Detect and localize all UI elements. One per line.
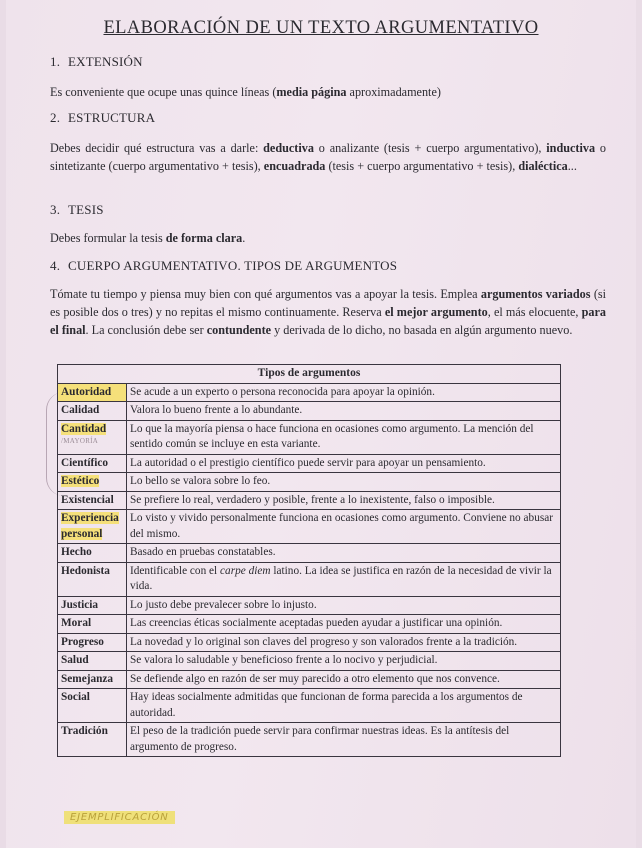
argument-description: [127, 562, 561, 596]
argument-description: Basado en pruebas constatables.: [127, 544, 561, 563]
argument-type: Estético: [61, 475, 100, 487]
section-heading-structure: [50, 110, 155, 126]
text-run: . La conclusión debe ser: [85, 323, 207, 337]
section-number: 3.: [50, 202, 61, 217]
section-title: ESTRUCTURA: [68, 110, 156, 125]
table-row: [58, 383, 561, 402]
argument-type: Tradición: [58, 723, 127, 757]
extension-paragraph: [50, 83, 606, 101]
argument-description: Lo visto y vivido personalmente funciona en ocasiones como argumento. Conviene no abusar del mismo.: [127, 510, 561, 544]
text-run: aproximadamente): [346, 85, 441, 99]
table-row: [58, 544, 561, 563]
argument-description: Lo justo debe prevalecer sobre lo injusto.: [127, 596, 561, 615]
argument-description: La autoridad o el prestigio científico puede servir para apoyar un pensamiento.: [127, 454, 561, 473]
italic-run: carpe diem: [220, 564, 271, 577]
argument-description: Valora lo bueno frente a lo abundante.: [127, 402, 561, 421]
bold-run: de forma clara: [165, 231, 243, 245]
argument-type: Cantidad: [61, 422, 107, 435]
argument-type: Moral: [58, 615, 127, 634]
bold-run: encuadrada: [263, 159, 326, 173]
argument-description: Lo que la mayoría piensa o hace funciona en ocasiones como argumento. La mención del sentido común se incluye en esta variante.: [127, 420, 561, 454]
argument-description: Se defiende algo en razón de ser muy parecido a otro elemento que nos convence.: [127, 670, 561, 689]
argument-description: Se acude a un experto o persona reconocida para apoyar la opinión.: [127, 383, 561, 402]
argument-description: Se valora lo saludable y beneficioso frente a lo nocivo y perjudicial.: [127, 652, 561, 671]
argument-description: Las creencias éticas socialmente aceptadas pueden ayudar a justificar una opinión.: [127, 615, 561, 634]
text-run: Identificable con el: [130, 564, 221, 577]
text-run: ...: [567, 159, 577, 173]
bold-run: el mejor argumento: [384, 305, 488, 319]
table-row: [58, 723, 561, 757]
table-row: [58, 562, 561, 596]
argument-type: Progreso: [58, 633, 127, 652]
argument-description: El peso de la tradición puede servir para confirmar nuestras ideas. Es la antítesis del argumento de progreso.: [127, 723, 561, 757]
section-number: 4.: [50, 258, 61, 273]
bold-run: inductiva: [546, 141, 596, 155]
handwritten-highlight-note: EJEMPLIFICACIÓN: [64, 811, 175, 824]
argument-types-table: [57, 364, 561, 757]
argument-type: Calidad: [58, 402, 127, 421]
text-run: .: [242, 231, 246, 245]
section-title: EXTENSIÓN: [68, 54, 143, 69]
bold-run: deductiva: [263, 141, 314, 155]
argument-description: Se prefiere lo real, verdadero y posible, frente a lo inexistente, falso o imposible.: [127, 491, 561, 510]
table-row: [58, 420, 561, 454]
structure-paragraph: [50, 139, 606, 175]
argument-type: Autoridad: [58, 383, 127, 402]
table-row: [58, 615, 561, 634]
text-run: o sintetizante (cuerpo argumentativo + tesis),: [50, 141, 606, 173]
table-row: [58, 491, 561, 510]
text-run: Debes formular la tesis: [50, 231, 166, 245]
section-title: TESIS: [68, 202, 104, 217]
table-row: [58, 510, 561, 544]
argument-type: Salud: [58, 652, 127, 671]
text-run: o analizante (tesis + cuerpo argumentativo),: [313, 141, 547, 155]
table-row: [58, 670, 561, 689]
section-heading-body: [50, 258, 397, 274]
document-title: ELABORACIÓN DE UN TEXTO ARGUMENTATIVO: [103, 18, 539, 38]
section-heading-thesis: [50, 202, 104, 218]
argument-description: Lo bello se valora sobre lo feo.: [127, 473, 561, 492]
argument-type: Existencial: [58, 491, 127, 510]
argument-type: Justicia: [58, 596, 127, 615]
bold-run: argumentos variados: [480, 287, 591, 301]
bold-run: media página: [276, 85, 347, 99]
table-row: [58, 473, 561, 492]
text-run: Debes decidir qué estructura vas a darle:: [50, 141, 264, 155]
text-run: (tesis + cuerpo argumentativo + tesis),: [325, 159, 519, 173]
argument-type: Científico: [58, 454, 127, 473]
argument-type-cell: [58, 473, 127, 492]
table-header: Tipos de argumentos: [58, 365, 561, 384]
section-heading-extension: [50, 54, 143, 70]
pencil-note: /MAYORÍA: [61, 437, 99, 445]
section-number: 1.: [50, 54, 61, 69]
table-row: [58, 596, 561, 615]
argument-type-cell: [58, 420, 127, 454]
text-run: Tómate tu tiempo y piensa muy bien con qué argumentos vas a apoyar la tesis. Emplea: [50, 287, 481, 301]
table-row: [58, 652, 561, 671]
table-row: [58, 454, 561, 473]
argument-type: Hedonista: [58, 562, 127, 596]
argument-description: La novedad y lo original son claves del progreso y son valorados frente a la tradición.: [127, 633, 561, 652]
body-paragraph: [50, 285, 606, 339]
section-title: CUERPO ARGUMENTATIVO. TIPOS DE ARGUMENTOS: [68, 258, 398, 273]
bold-run: dialéctica: [518, 159, 568, 173]
argument-description: Hay ideas socialmente admitidas que funcionan de forma parecida a los argumentos de autoridad.: [127, 689, 561, 723]
table-header-row: [58, 365, 561, 384]
table-row: [58, 402, 561, 421]
text-run: latino. La idea se justifica en razón de la necesidad de vivir la vida.: [130, 564, 552, 592]
document-page: [6, 0, 636, 848]
text-run: Es conveniente que ocupe unas quince líneas (: [50, 85, 277, 99]
thesis-paragraph: [50, 229, 606, 247]
text-run: (si es posible dos o tres) y no repitas el mismo continuamente. Reserva: [50, 287, 607, 319]
argument-type-cell: [58, 510, 127, 544]
section-number: 2.: [50, 110, 61, 125]
table-row: [58, 633, 561, 652]
bold-run: contundente: [206, 323, 272, 337]
argument-type: Experiencia personal: [61, 512, 119, 540]
text-run: , el más elocuente,: [487, 305, 582, 319]
table-row: [58, 689, 561, 723]
bold-run: para el final: [50, 305, 606, 337]
argument-type: Hecho: [58, 544, 127, 563]
text-run: y derivada de lo dicho, no basada en algún argumento nuevo.: [271, 323, 573, 337]
argument-type: Social: [58, 689, 127, 723]
argument-type: Semejanza: [58, 670, 127, 689]
